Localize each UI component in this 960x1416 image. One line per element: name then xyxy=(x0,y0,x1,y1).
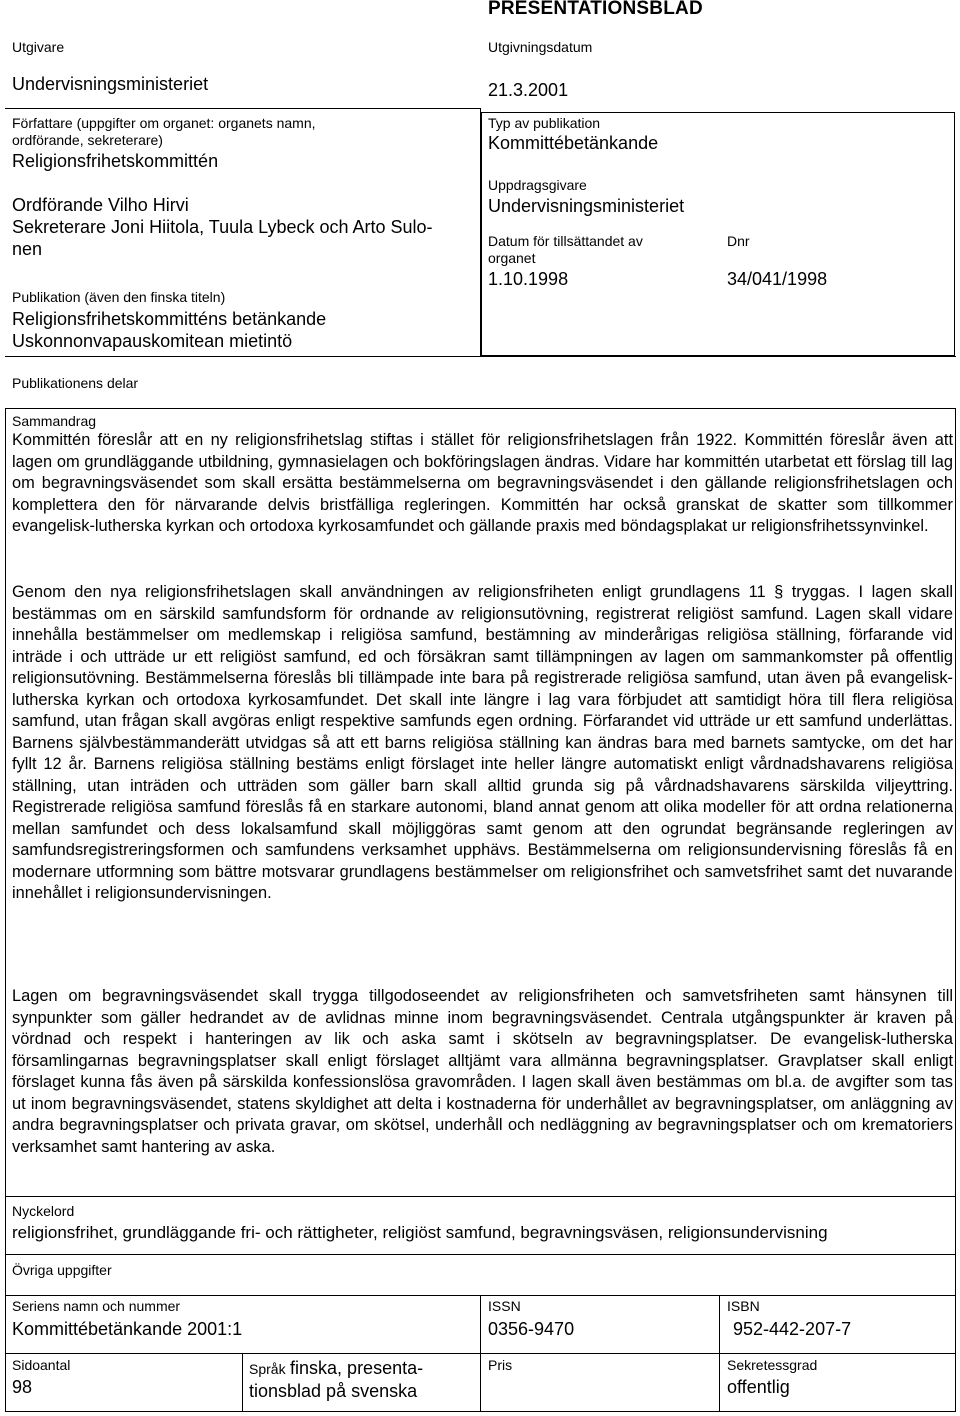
publication-title-label: Publikation (även den finska titeln) xyxy=(12,289,226,305)
dnr-label: Dnr xyxy=(727,233,750,249)
pub-type-value: Kommittébetänkande xyxy=(488,133,659,153)
publication-title-fi: Uskonnonvapauskomitean mietintö xyxy=(12,331,293,351)
issn-value: 0356-9470 xyxy=(488,1319,575,1339)
issuer-value: Undervisningsministeriet xyxy=(12,74,209,94)
isbn-value: 952-442-207-7 xyxy=(733,1319,852,1339)
publication-title-sv: Religionsfrihetskommitténs betänkande xyxy=(12,309,327,329)
summary-paragraph-3: Lagen om begravningsväsendet skall trygga tillgodoseendet av religionsfriheten och samvetsfriheten samt hänsynen till synpunkter som gäller hedrandet av de avlidnas minne inom begravningsväsendet. Centrala utgångspunkter är kraven på vördnad och respekt i hanteringen av lik och aska samt i skötseln av begravningsplatser. De evangelisk-lutherska församlingarnas begravningsplatser skall enligt förslaget alltjämt vara allmänna begravningsplatser. Gravplatser skall enligt förslaget kunna fås även på särskilda konfessionslösa gravområden. I lagen skall även bestämmas om bl.a. de avgifter som tas ut inom begravningsväsendet, statens skyldighet att delta i kostnaderna för underhållet av begravningsplatser, om anläggning av andra begravningsplatser och privata gravar, om skötsel, underhåll och nedläggning av begravningsplatser och om krematoriers verksamhet samt hantering av aska. xyxy=(12,987,953,1156)
appointment-label-line1: Datum för tillsättandet av xyxy=(488,233,643,249)
summary-paragraph-1: Kommittén föreslår att en ny religionsfrihetslag stiftas i stället för religionsfrihetslagen från 1922. Kommittén föreslår även att lagen om grundläggande utbildning, gymnasielagen och bokföringslagen ändras. Vidare har kommittén utarbetat ett förslag till lag om begravningsväsendet som skall ersätta bestämmelserna om begravningsväsendet i den gällande religionsfrihetslagen och komplettera den för närvarande delvis bristfälliga regleringen. Kommittén har också granskat de skatter som tillkommer evangelisk-lutherska kyrkan och ortodoxa kyrkosamfundet och gällande praxis med böndagsplakat ur religionsfrihetssynvinkel. xyxy=(12,431,953,535)
author-secretaries-line2: nen xyxy=(12,239,43,259)
author-secretaries-line1: Sekreterare Joni Hiitola, Tuula Lybeck och Arto Sulo- xyxy=(12,217,433,237)
dnr-value: 34/041/1998 xyxy=(727,269,828,289)
language-value-line2: tionsblad på svenska xyxy=(249,1381,418,1401)
issue-date-label: Utgivningsdatum xyxy=(488,39,593,55)
price-label: Pris xyxy=(488,1357,513,1373)
language-label: Språk xyxy=(249,1361,286,1377)
commissioner-value: Undervisningsministeriet xyxy=(488,196,685,216)
pages-label: Sidoantal xyxy=(12,1357,71,1373)
keywords-value: religionsfrihet, grundläggande fri- och rättigheter, religiöst samfund, begravningsväsen, religionsundervisning xyxy=(12,1223,828,1242)
issue-date-value: 21.3.2001 xyxy=(488,80,569,100)
isbn-label: ISBN xyxy=(727,1298,760,1314)
confidentiality-label: Sekretessgrad xyxy=(727,1357,818,1373)
commissioner-label: Uppdragsgivare xyxy=(488,177,587,193)
issuer-label: Utgivare xyxy=(12,39,65,55)
issn-label: ISSN xyxy=(488,1298,521,1314)
appointment-label-line2: organet xyxy=(488,250,536,266)
author-label-line2: ordförande, sekreterare) xyxy=(12,132,163,148)
summary-paragraph-2: Genom den nya religionsfrihetslagen skall användningen av religionsfriheten enligt grundlagens 11 § tryggas. I lagen skall bestämmas om en särskild samfundsform för ordnande av religionsutövning, registrerat religiöst samfund. Lagen skall vidare innehålla bestämmelser om medlemskap i religiösa samfund, bestämning av minderårigas religiösa ställning, förfarande vid inträde i och utträde ur ett religiöst samfund, ed och försäkran samt tillämpningen av lagen om sammankomster på offentlig religionsutövning. Bestämmelserna föreslås bli tillämpade inte bara på registrerade religiösa samfund, utan även på evangelisk-lutherska kyrkan och ortodoxa kyrkosamfundet. Det skall inte längre i lag vara förbjudet att samtidigt höra till flera religiösa samfund, utan frågan skall avgöras enligt respektive samfunds egen ordning. Förfarandet vid utträde ur ett samfund underlättas. Barnens självbestämmanderätt utvidgas så att ett barns religiösa ställning kan ändras bara med barnets samtycke, om det har fyllt 12 år. Barnens religiösa ställning bestäms enligt förslaget inte heller längre automatiskt enligt vårdnadshavarens religiösa ställning, utan inträden och utträden som gäller barn skall alltid grunda sig på vårdnadshavarens särskilda viljeyttring. Registrerade religiösa samfund föreslås få en starkare autonomi, bland annat genom att olika modeller för att ordna relationerna mellan samfundet och dess lokalsamfund skall möjliggöras samt genom att den ogrundat begränsande regleringen av samfundsregistreringsformen och samfundens verksamhet upphävs. Bestämmelserna om religionsundervisning föreslås få en modernare utformning som bättre motsvarar grundlagens bestämmelser om religionsfrihet och samvetsfrihet samt det nuvarande innehållet i religionsundervisningen. xyxy=(12,583,953,902)
author-label-line1: Författare (uppgifter om organet: organets namn, xyxy=(12,115,316,131)
author-org: Religionsfrihetskommittén xyxy=(12,151,219,171)
summary-label: Sammandrag xyxy=(12,413,97,429)
appointment-value: 1.10.1998 xyxy=(488,269,569,289)
series-value: Kommittébetänkande 2001:1 xyxy=(12,1319,243,1339)
keywords-label: Nyckelord xyxy=(12,1203,75,1219)
language-value-line1: finska, presenta- xyxy=(290,1358,424,1378)
other-info-label: Övriga uppgifter xyxy=(12,1262,112,1278)
pub-type-label: Typ av publikation xyxy=(488,115,601,131)
confidentiality-value: offentlig xyxy=(727,1377,790,1397)
parts-label: Publikationens delar xyxy=(12,375,139,391)
series-label: Seriens namn och nummer xyxy=(12,1298,181,1314)
pages-value: 98 xyxy=(12,1377,33,1397)
language-cell xyxy=(249,1357,423,1379)
page-title: PRESENTATIONSBLAD xyxy=(488,0,703,19)
author-chair: Ordförande Vilho Hirvi xyxy=(12,195,189,215)
